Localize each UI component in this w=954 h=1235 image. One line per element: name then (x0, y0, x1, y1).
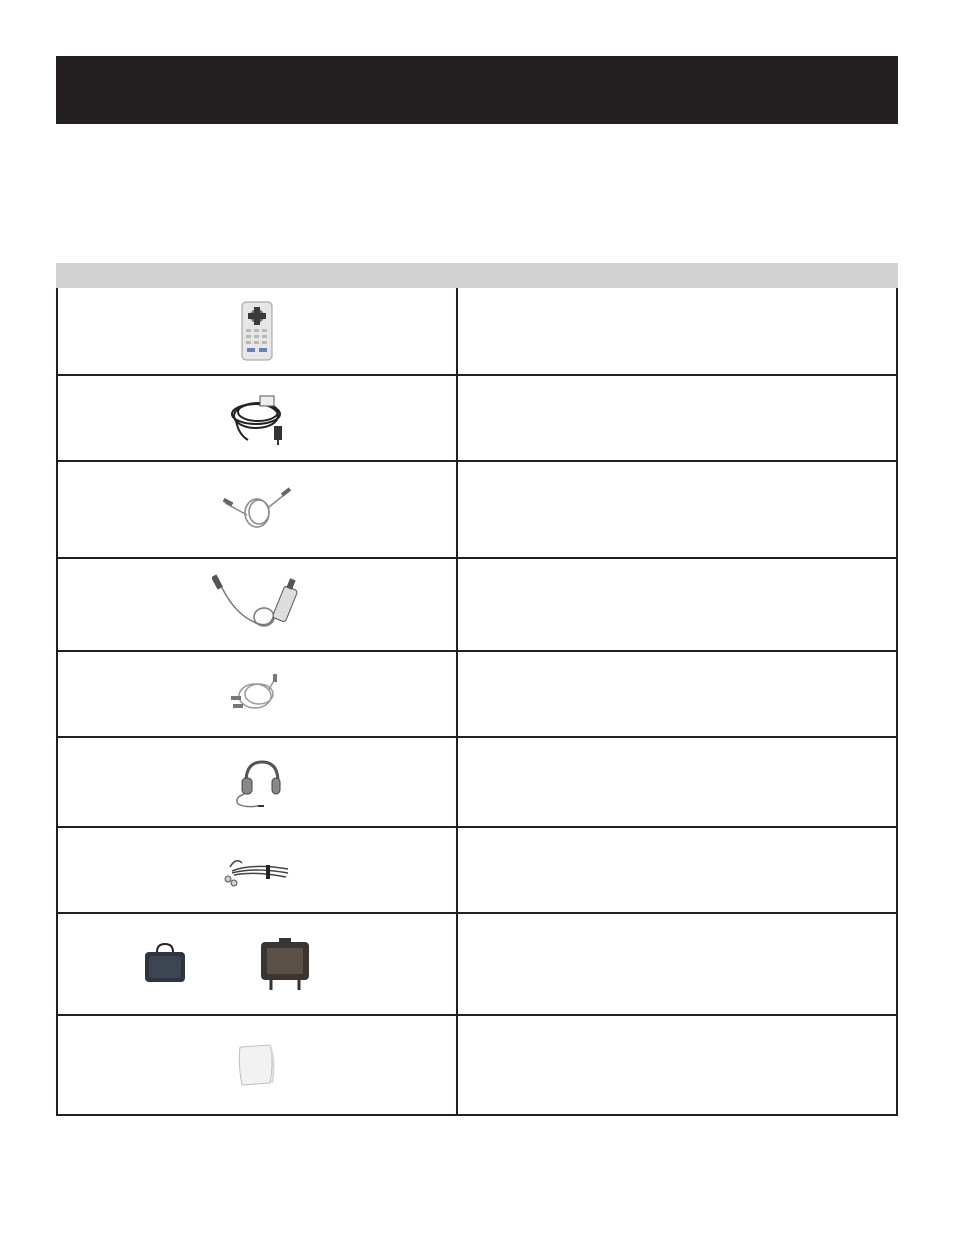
item-description-cell (458, 914, 896, 1014)
table-row (58, 650, 896, 736)
headphones-icon (232, 756, 282, 808)
item-image-cell (58, 828, 458, 912)
item-description-cell (458, 738, 896, 826)
item-description-cell (458, 288, 896, 374)
item-image-cell (58, 914, 458, 1014)
table-row (58, 736, 896, 826)
table-row (58, 288, 896, 374)
title-bar (56, 56, 898, 124)
table-rows (56, 288, 898, 1116)
item-description-cell (458, 1016, 896, 1114)
ac-adapter-icon (226, 390, 288, 446)
earphones-icon (222, 853, 292, 887)
remote-control-icon (240, 301, 274, 361)
table-row (58, 460, 896, 557)
item-image-cell (58, 738, 458, 826)
item-image-cell (58, 1016, 458, 1114)
table-row (58, 1014, 896, 1114)
rca-cable-icon (229, 674, 285, 714)
carrying-bag-icon (141, 942, 189, 986)
accessory-pair (141, 938, 313, 990)
car-adapter-icon (212, 573, 302, 637)
table-row (58, 374, 896, 460)
headrest-mount-icon (257, 938, 313, 990)
item-description-cell (458, 652, 896, 736)
item-image-cell (58, 376, 458, 460)
table-row (58, 912, 896, 1014)
table-header (56, 263, 898, 288)
item-image-cell (58, 462, 458, 557)
item-description-cell (458, 828, 896, 912)
item-description-cell (458, 559, 896, 650)
item-description-cell (458, 462, 896, 557)
manual-booklet-icon (236, 1043, 278, 1087)
av-cable-icon (221, 485, 293, 535)
item-image-cell (58, 652, 458, 736)
item-description-cell (458, 376, 896, 460)
item-image-cell (58, 288, 458, 374)
table-row (58, 557, 896, 650)
table-row (58, 826, 896, 912)
accessories-table (56, 263, 898, 1116)
item-image-cell (58, 559, 458, 650)
